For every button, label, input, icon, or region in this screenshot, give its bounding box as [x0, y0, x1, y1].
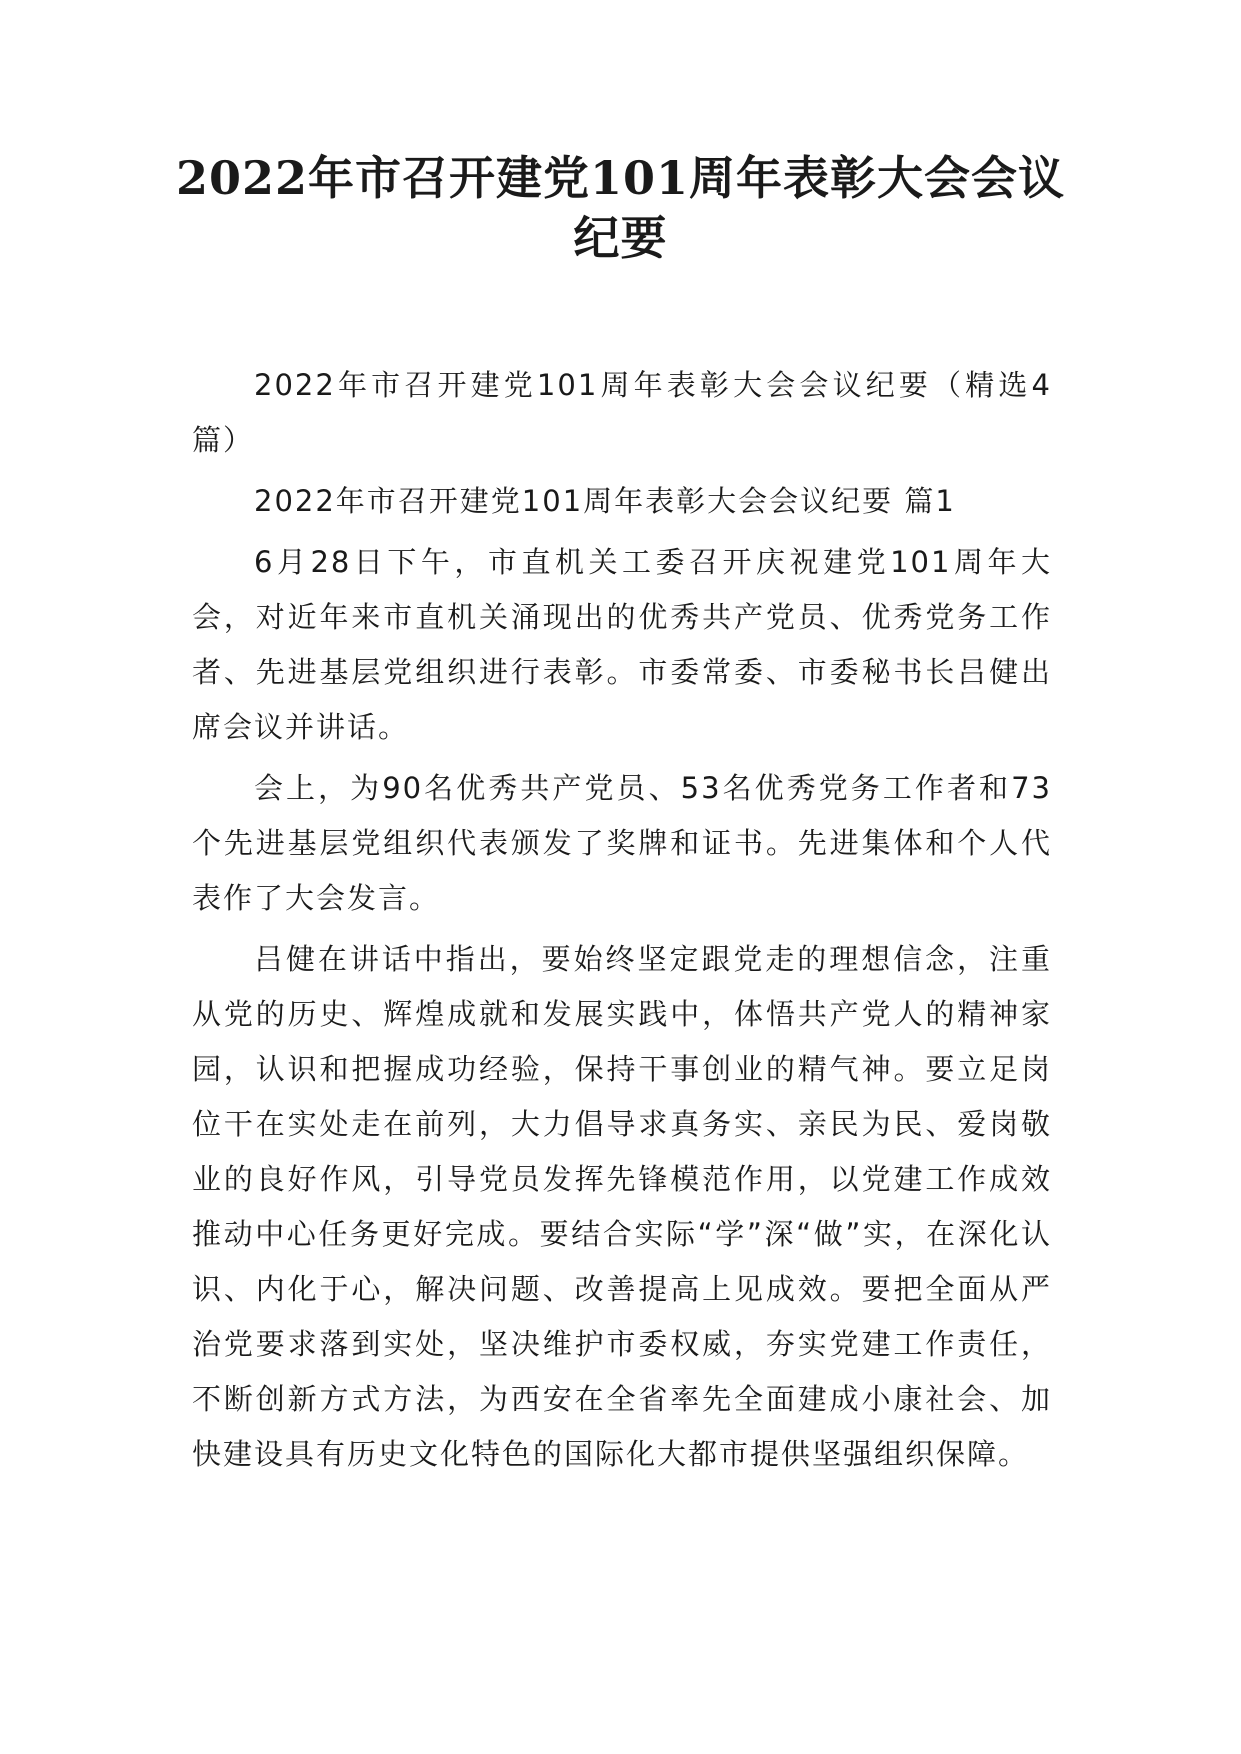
document-title-line-1: 2022年市召开建党101周年表彰大会会议	[175, 151, 1066, 205]
paragraph: 会上，为90名优秀共产党员、53名优秀党务工作者和73个先进基层党组织代表颁发了奖牌和证书。先进集体和个人代表作了大会发言。	[192, 771, 1052, 915]
paragraph: 吕健在讲话中指出，要始终坚定跟党走的理想信念，注重从党的历史、辉煌成就和发展实践中，体悟共产党人的精神家园，认识和把握成功经验，保持干事创业的精气神。要立足岗位干在实处走在前列，大力倡导求真务实、亲民为民、爱岗敬业的良好作风，引导党员发挥先锋模范作用，以党建工作成效推动中心任务更好完成。要结合实际“学”深“做”实，在深化认识、内化于心，解决问题、改善提高上见成效。要把全面从严治党要求落到实处，坚决维护市委权威，夯实党建工作责任，不断创新方式方法，为西安在全省率先全面建成小康社会、加快建设具有历史文化特色的国际化大都市提供坚强组织保障。	[192, 942, 1052, 1471]
paragraph-subtitle: 2022年市召开建党101周年表彰大会会议纪要（精选4篇）	[192, 368, 1052, 457]
paragraph: 6月28日下午，市直机关工委召开庆祝建党101周年大会，对近年来市直机关涌现出的优秀共产党员、优秀党务工作者、先进基层党组织进行表彰。市委常委、市委秘书长吕健出席会议并讲话。	[192, 545, 1052, 744]
document-title-line-2: 纪要	[573, 211, 668, 265]
document-title	[150, 148, 1091, 268]
paragraph-section-heading: 2022年市召开建党101周年表彰大会会议纪要 篇1	[254, 484, 956, 518]
document-body	[192, 358, 1052, 1488]
